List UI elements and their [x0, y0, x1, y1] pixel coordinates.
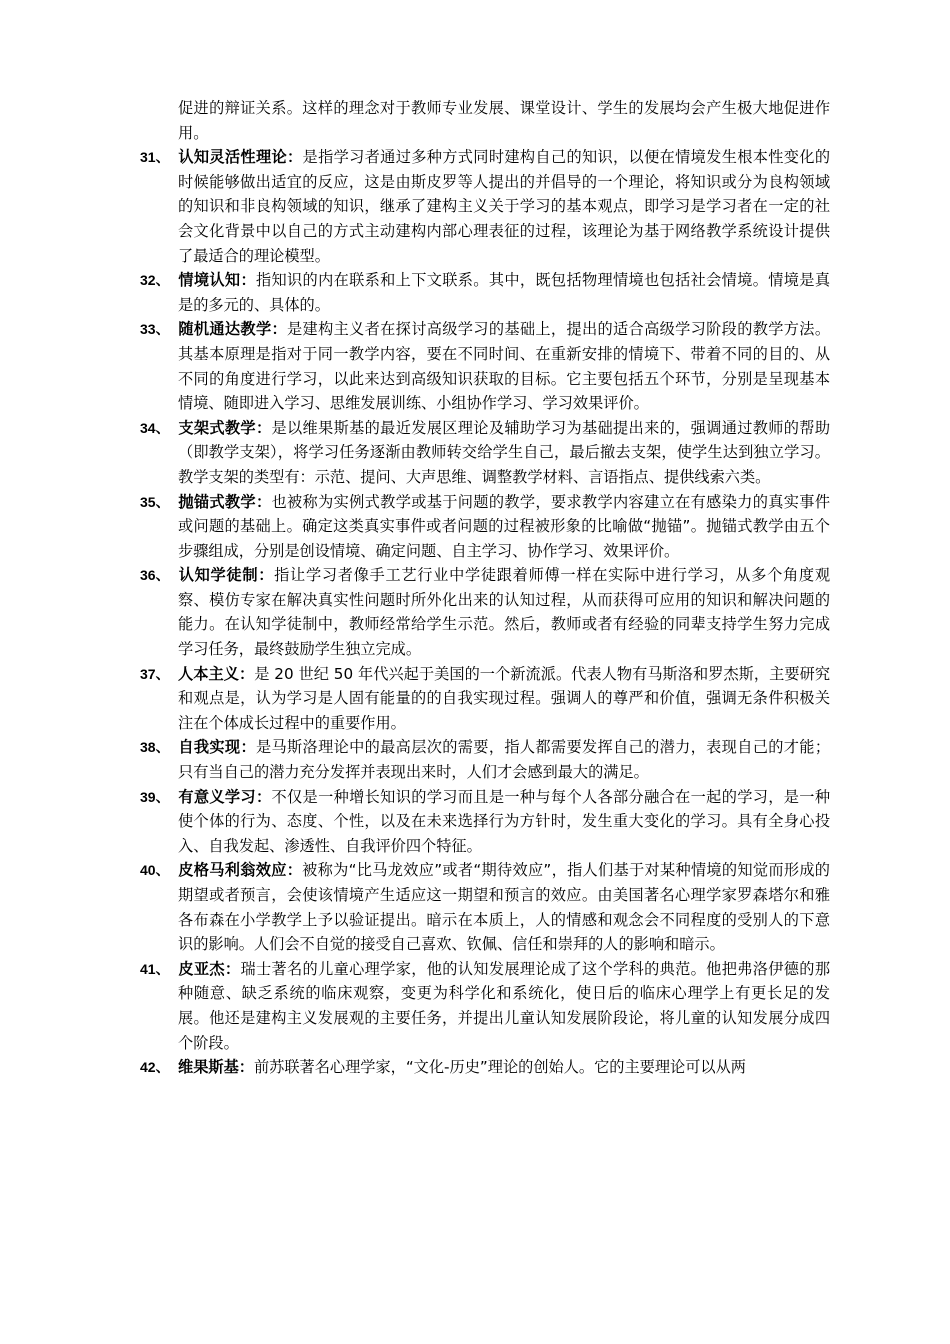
entry-definition: 也被称为实例式教学或基于问题的教学，要求教学内容建立在有感染力的真实事件或问题的基础上。确定这类真实事件或者问题的过程被形象的比喻做“抛锚”。抛锚式教学由五个步骤组成，分别是创设情境、确定问题、自主学习、协作学习、效果评价。 [178, 492, 831, 560]
entry-definition: 指让学习者像手工艺行业中学徒跟着师傅一样在实际中进行学习，从多个角度观察、模仿专家在解决真实性问题时所外化出来的认知过程，从而获得可应用的知识和解决问题的能力。在认知学徒制中，教师经常给学生示范。然后，教师或者有经验的同辈支持学生努力完成学习任务，最终鼓励学生独立完成。 [178, 566, 831, 659]
entry-definition: 不仅是一种增长知识的学习而且是一种与每个人各部分融合在一起的学习，是一种使个体的行为、态度、个性，以及在未来选择行为方针时，发生重大变化的学习。具有全身心投入、自我发起、渗透性、自我评价四个特征。 [178, 787, 831, 855]
entry-number: 40、 [140, 862, 170, 879]
entry-definition: 是马斯洛理论中的最高层次的需要，指人都需要发挥自己的潜力，表现自己的才能；只有当自己的潜力充分发挥并表现出来时，人们才会感到最大的满足。 [178, 738, 831, 782]
entry-number: 37、 [140, 665, 170, 682]
glossary-entry [140, 268, 830, 317]
entry-term: 人本主义 [178, 664, 239, 683]
entry-number: 34、 [140, 419, 170, 436]
glossary-entry [140, 662, 830, 736]
glossary-entry [140, 490, 830, 564]
entry-term: 支架式教学 [178, 418, 256, 437]
document-body [140, 96, 830, 1080]
glossary-entry [140, 957, 830, 1055]
entry-separator: ： [287, 148, 303, 167]
entry-separator: ： [255, 492, 272, 511]
entry-number: 41、 [140, 960, 170, 977]
entry-definition: 是指学习者通过多种方式同时建构自己的知识，以便在情境发生根本性变化的时候能够做出适宜的反应，这是由斯皮罗等人提出的并倡导的一个理论，将知识或分为良构领域的知识和非良构领域的知识，继承了建构主义关于学习的基本观点，即学习是学习者在一定的社会文化背景中以自己的方式主动建构内部心理表征的过程，该理论为基于网络教学系统设计提供了最适合的理论模型。 [178, 148, 831, 265]
glossary-entries [140, 145, 830, 1080]
entry-term: 认知学徒制 [178, 566, 259, 585]
entry-number: 39、 [140, 788, 170, 805]
entry-separator: ： [255, 787, 272, 806]
entry-number: 42、 [140, 1059, 170, 1076]
entry-term: 抛锚式教学 [178, 492, 256, 511]
entry-separator: ： [224, 959, 241, 978]
entry-separator: ： [258, 566, 275, 585]
glossary-entry [140, 785, 830, 859]
entry-term: 自我实现 [178, 738, 241, 757]
entry-definition: 瑞士著名的儿童心理学家，他的认知发展理论成了这个学科的典范。他把弗洛伊德的那种随意、缺乏系统的临床观察，变更为科学化和系统化，使日后的临床心理学上有更长足的发展。他还是建构主义发展观的主要任务，并提出儿童认知发展阶段论，将儿童的认知发展分成四个阶段。 [178, 959, 831, 1052]
entry-term: 皮亚杰 [178, 959, 225, 978]
entry-definition: 是 20 世纪 50 年代兴起于美国的一个新流派。代表人物有马斯洛和罗杰斯，主要研究和观点是，认为学习是人固有能量的的自我实现过程。强调人的尊严和价值，强调无条件积极关注在个体成长过程中的重要作用。 [178, 664, 831, 732]
entry-separator: ： [271, 320, 288, 339]
entry-term: 有意义学习 [178, 787, 256, 806]
entry-term: 随机通达教学 [178, 320, 272, 339]
entry-number: 35、 [140, 493, 170, 510]
entry-separator: ： [238, 1058, 254, 1077]
entry-definition: 指知识的内在联系和上下文联系。其中，既包括物理情境也包括社会情境。情境是真是的多元的、具体的。 [178, 271, 831, 314]
entry-definition: 前苏联著名心理学家，“文化-历史”理论的创始人。它的主要理论可以从两 [253, 1058, 746, 1077]
entry-separator: ： [286, 861, 303, 880]
glossary-entry [140, 858, 830, 956]
entry-definition: 被称为“比马龙效应”或者“期待效应”，指人们基于对某种情境的知觉而形成的期望或者预言，会使该情境产生适应这一期望和预言的效应。由美国著名心理学家罗森塔尔和雅各布森在小学教学上予以验证提出。暗示在本质上，人的情感和观念会不同程度的受别人的下意识的影响。人们会不自觉的接受自己喜欢、钦佩、信任和崇拜的人的影响和暗示。 [178, 861, 830, 954]
intro-continuation-paragraph: 促进的辩证关系。这样的理念对于教师专业发展、课堂设计、学生的发展均会产生极大地促进作用。 [178, 99, 830, 142]
entry-definition: 是以维果斯基的最近发展区理论及辅助学习为基础提出来的，强调通过教师的帮助（即教学支架），将学习任务逐渐由教师转交给学生自己，最后撤去支架，使学生达到独立学习。教学支架的类型有：示范、提问、大声思维、调整教学材料、言语指点、提供线索六类。 [178, 418, 831, 486]
entry-number: 38、 [140, 739, 170, 756]
entry-definition: 是建构主义者在探讨高级学习的基础上，提出的适合高级学习阶段的教学方法。其基本原理是指对于同一教学内容，要在不同时间、在重新安排的情境下、带着不同的目的、从不同的角度进行学习，以此来达到高级知识获取的目标。它主要包括五个环节，分别是呈现基本情境、随即进入学习、思维发展训练、小组协作学习、学习效果评价。 [178, 320, 831, 413]
glossary-entry [140, 735, 830, 784]
entry-separator: ： [255, 418, 272, 437]
glossary-entry [140, 145, 830, 268]
entry-separator: ： [240, 271, 256, 290]
glossary-entry [140, 317, 830, 415]
entry-number: 31、 [140, 149, 170, 166]
entry-term: 认知灵活性理论 [178, 148, 288, 167]
entry-number: 33、 [140, 321, 170, 338]
entry-term: 情境认知 [178, 271, 241, 290]
entry-number: 32、 [140, 272, 170, 289]
glossary-entry [140, 1055, 830, 1080]
entry-term: 维果斯基 [178, 1058, 239, 1077]
entry-term: 皮格马利翁效应 [178, 861, 287, 880]
entry-separator: ： [240, 738, 256, 757]
entry-number: 36、 [140, 567, 170, 584]
glossary-entry [140, 416, 830, 490]
entry-separator: ： [238, 664, 255, 683]
glossary-entry [140, 563, 830, 661]
